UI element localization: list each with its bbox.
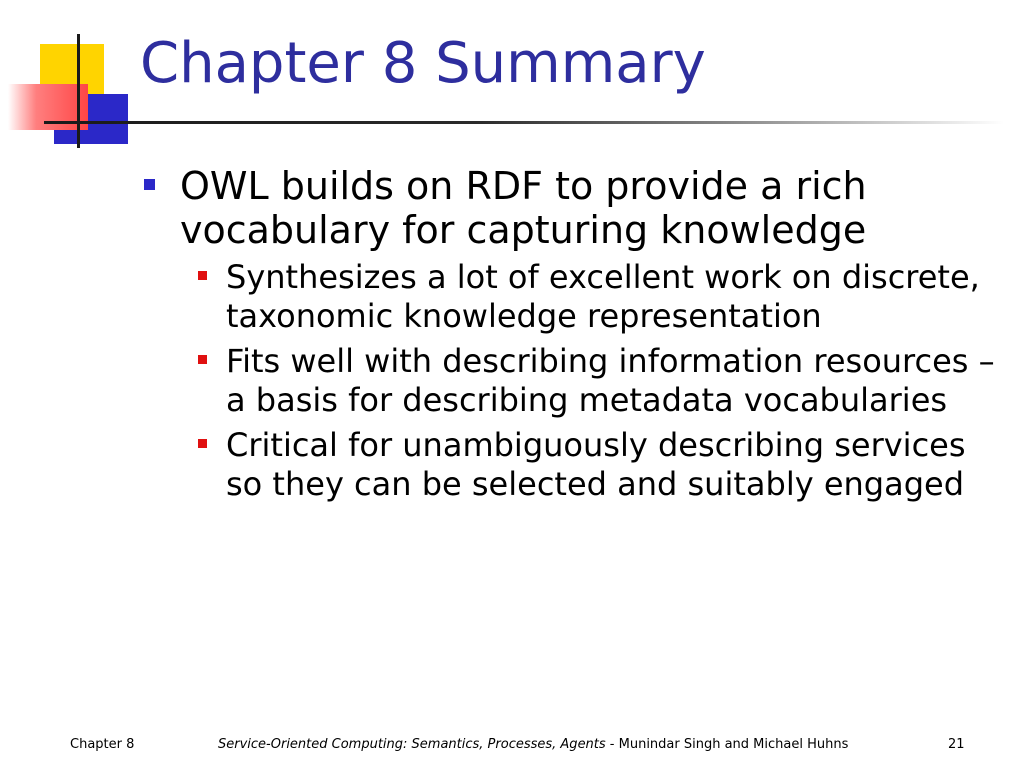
- logo-vertical-line: [77, 34, 80, 148]
- square-bullet-icon: [144, 179, 155, 190]
- sub-bullet-text: Fits well with describing information resources – a basis for describing metadata vocabularies: [226, 342, 995, 419]
- slide-footer: [0, 737, 1024, 757]
- sub-bullet-item: [140, 342, 1010, 420]
- page-number: 21: [948, 737, 965, 752]
- square-bullet-icon: [198, 355, 207, 364]
- footer-chapter: Chapter 8: [70, 737, 135, 752]
- footer-citation: [218, 737, 848, 752]
- sub-bullet-item: [140, 426, 1010, 504]
- bullet-list: [140, 164, 1010, 510]
- title-underline: [44, 121, 1004, 124]
- sub-bullet-text: Critical for unambiguously describing services so they can be selected and suitably engaged: [226, 426, 966, 503]
- square-bullet-icon: [198, 439, 207, 448]
- footer-book-title: Service-Oriented Computing: Semantics, Processes, Agents: [218, 737, 606, 752]
- sub-bullet-text: Synthesizes a lot of excellent work on discrete, taxonomic knowledge representation: [226, 258, 980, 335]
- bullet-item: [140, 164, 1010, 252]
- bullet-text: OWL builds on RDF to provide a rich vocabulary for capturing knowledge: [180, 164, 867, 252]
- slide-title: Chapter 8 Summary: [140, 31, 706, 96]
- sub-bullet-item: [140, 258, 1010, 336]
- footer-authors: - Munindar Singh and Michael Huhns: [605, 737, 849, 752]
- square-bullet-icon: [198, 271, 207, 280]
- sub-bullet-list: [140, 258, 1010, 504]
